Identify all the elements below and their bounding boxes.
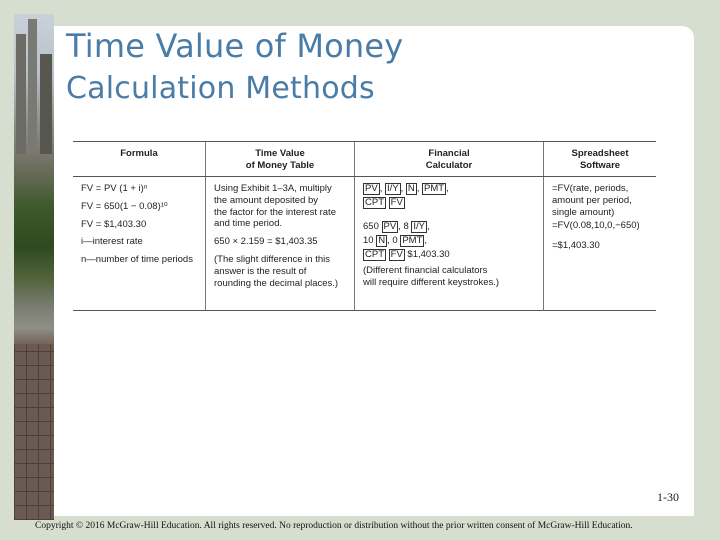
tvm-line: and time period. [214,218,283,230]
tvm-line: (The slight difference in this [214,253,330,265]
table-header-row [73,142,656,177]
slide-title: Time Value of Money [66,27,404,65]
formula-line: FV = PV (1 + i)ⁿ [81,183,148,194]
calc-keys-line-1: PV , I/Y , N , PMT , [365,183,449,194]
table-row [73,177,656,311]
fv-key: FV [390,249,403,260]
cpt-key: CPT [365,197,384,208]
spreadsheet-line: =FV(rate, periods, [552,183,629,194]
page-number: 1-30 [657,490,679,504]
tvm-methods-table [73,141,656,311]
calc-keys-line-2 [363,197,537,209]
tvm-line: the amount deposited by [214,194,319,206]
pmt-key: PMT [402,235,423,246]
formula-line: FV = $1,403.30 [81,218,147,230]
calc-entry-line-2: 10 N , 0 PMT , [363,235,428,246]
spreadsheet-line: =FV(0.08,10,0,−650) [552,220,640,232]
cpt-key: CPT [365,249,384,260]
spreadsheet-cell [544,177,657,311]
spreadsheet-line: =$1,403.30 [552,240,600,252]
n-key: N [407,183,415,194]
calc-result: $1,403.30 [407,249,450,260]
formula-line: FV = 650(1 − 0.08)¹⁰ [81,200,168,212]
iy-key: I/Y [386,183,399,194]
pmt-key: PMT [424,183,445,194]
tvm-line: rounding the decimal places.) [214,277,339,289]
tvm-table-cell [206,177,355,311]
fv-key: FV [390,197,403,208]
calc-note: will require different keystrokes.) [363,276,500,288]
calc-entry-line-1: 650 PV , 8 I/Y , [363,221,430,232]
spreadsheet-line: single amount) [552,206,615,218]
header-tvm-table: Time Value of Money Table [206,142,355,177]
n-key: N [378,235,386,246]
tvm-line: Using Exhibit 1–3A, multiply [214,183,332,194]
formula-line: n—number of time periods [81,254,193,266]
iy-key: I/Y [413,221,426,232]
calc-entry-line-3 [363,249,537,261]
formula-line: i—interest rate [81,236,143,248]
spreadsheet-line: amount per period, [552,194,632,206]
pv-key: PV [383,221,397,232]
formula-cell [73,177,206,311]
tvm-line: the factor for the interest rate [214,206,336,218]
header-formula: Formula [73,142,206,177]
copyright-notice: Copyright © 2016 McGraw-Hill Education. All rights reserved. No reproduction or distribution without the prior written consent of McGraw-Hill Education. [35,521,633,531]
pv-key: PV [365,183,378,194]
tvm-line: answer is the result of [214,265,307,277]
slide-subtitle: Calculation Methods [66,71,375,106]
calc-note: (Different financial calculators [363,265,488,276]
header-calculator: Financial Calculator [355,142,544,177]
tvm-line: 650 × 2.159 = $1,403.35 [214,236,318,248]
background-photo [14,14,54,520]
header-spreadsheet: Spreadsheet Software [544,142,657,177]
calculator-cell [355,177,544,311]
